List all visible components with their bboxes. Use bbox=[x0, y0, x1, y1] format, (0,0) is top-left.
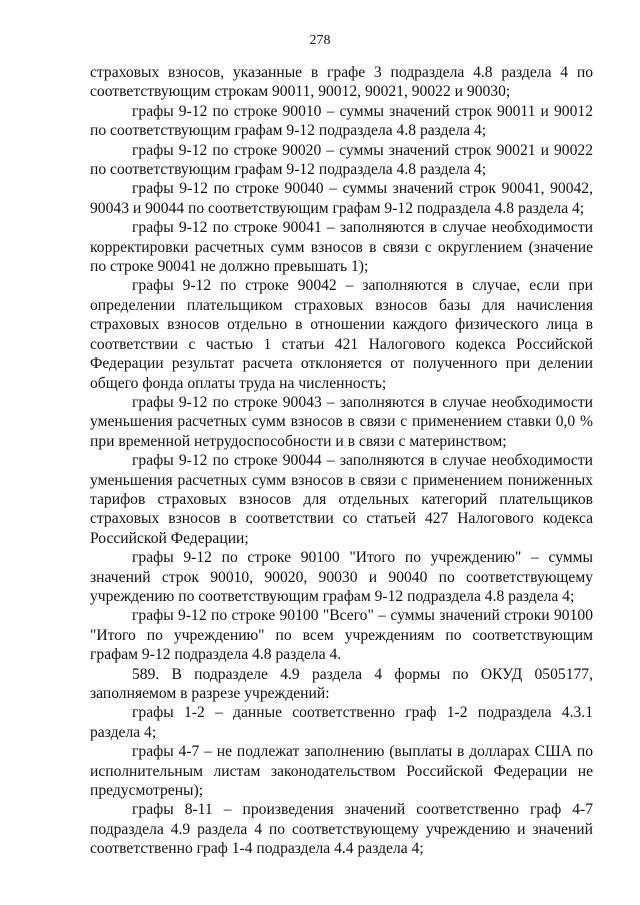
paragraph-row-90043: графы 9-12 по строке 90043 – заполняются в случае необходимости уменьшения расчетных сумм взносов в связи с применением ставки 0,0 % при временной нетрудоспособности и в связи с материнством; bbox=[90, 393, 593, 450]
paragraph-row-90041: графы 9-12 по строке 90041 – заполняются в случае необходимости корректировки расчетных сумм взносов в связи с округлением (значение по строке 90041 не должно превышать 1); bbox=[90, 219, 593, 276]
document-body bbox=[90, 63, 593, 859]
paragraph-row-90044: графы 9-12 по строке 90044 – заполняются в случае необходимости уменьшения расчетных сумм взносов в связи с применением пониженных тарифов страховых взносов для отдельных категорий плательщиков страховых взносов в соответствии со статьей 427 Налогового кодекса Российской Федерации; bbox=[90, 452, 593, 547]
paragraph-columns-1-2: графы 1-2 – данные соответственно граф 1-2 подраздела 4.3.1 раздела 4; bbox=[90, 704, 593, 741]
paragraph-row-90100-grand-total: графы 9-12 по строке 90100 "Всего" – суммы значений строки 90100 "Итого по учреждению" по всем учреждениям по соответствующим графам 9-12 подраздела 4.8 раздела 4. bbox=[90, 607, 593, 664]
paragraph-row-90010: графы 9-12 по строке 90010 – суммы значений строк 90011 и 90012 по соответствующим графам 9-12 подраздела 4.8 раздела 4; bbox=[90, 102, 593, 140]
paragraph-row-90100-institution-total: графы 9-12 по строке 90100 "Итого по учреждению" – суммы значений строк 90010, 90020, 90030 и 90040 по соответствующему учреждению по соответствующим графам 9-12 подраздела 4.8 раздела 4; bbox=[90, 549, 593, 605]
paragraph-row-90020: графы 9-12 по строке 90020 – суммы значений строк 90021 и 90022 по соответствующим графам 9-12 подраздела 4.8 раздела 4; bbox=[90, 141, 593, 179]
paragraph-columns-8-11: графы 8-11 – произведения значений соответственно граф 4-7 подраздела 4.9 раздела 4 по соответствующему учреждению и значений соответственно граф 1-4 подраздела 4.4 раздела 4; bbox=[90, 801, 593, 858]
paragraph-row-90042: графы 9-12 по строке 90042 – заполняются в случае, если при определении плательщиком страховых взносов базы для начисления страховых взносов отдельно в отношении каждого физического лица в соответствии с частью 1 статьи 421 Налогового кодекса Российской Федерации результат расчета отклоняется от полученного при делении общего фонда оплаты труда на численность; bbox=[90, 277, 593, 392]
paragraph-columns-4-7: графы 4-7 – не подлежат заполнению (выплаты в долларах США по исполнительным листам законодательством Российской Федерации не предусмотрены); bbox=[90, 743, 593, 800]
paragraph-row-90040: графы 9-12 по строке 90040 – суммы значений строк 90041, 90042, 90043 и 90044 по соответствующим графам 9-12 подраздела 4.8 раздела 4; bbox=[90, 180, 593, 217]
paragraph-continuation: страховых взносов, указанные в графе 3 подраздела 4.8 раздела 4 по соответствующим строкам 90011, 90012, 90021, 90022 и 90030; bbox=[90, 64, 593, 101]
paragraph-item-589: 589. В подразделе 4.9 раздела 4 формы по ОКУД 0505177, заполняемом в разрезе учреждений: bbox=[90, 665, 593, 702]
page-number: 278 bbox=[309, 33, 331, 48]
